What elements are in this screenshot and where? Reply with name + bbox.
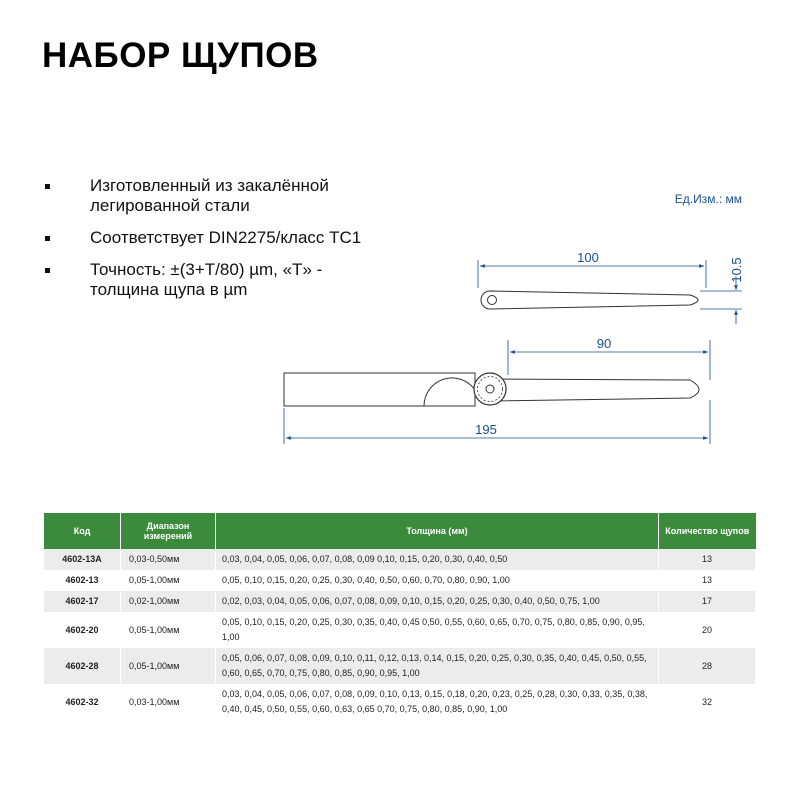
feature-text: Соответствует DIN2275/класс ТС1 [90,228,362,247]
bullet-square-icon [45,268,50,273]
cell-range: 0,03-0,50мм [121,549,216,570]
cell-count: 20 [659,612,756,648]
cell-range: 0,05-1,00мм [121,612,216,648]
cell-code: 4602-13 [44,570,121,591]
header-range: Диапазон измерений [121,513,216,549]
cell-count: 17 [659,591,756,612]
header-thickness: Толщина (мм) [216,513,659,549]
cell-thickness: 0,03, 0,04, 0,05, 0,06, 0,07, 0,08, 0,09 0,10, 0,15, 0,20, 0,30, 0,40, 0,50 [216,549,659,570]
cell-range: 0,03-1,00мм [121,684,216,720]
table-row [44,648,756,684]
units-label: Ед.Изм.: мм [674,192,742,206]
bullet-square-icon [45,184,50,189]
cell-code: 4602-17 [44,591,121,612]
dim-total: 195 [475,422,497,437]
cell-code: 4602-13A [44,549,121,570]
table-header-row [44,513,756,549]
cell-thickness: 0,05, 0,06, 0,07, 0,08, 0,09, 0,10, 0,11, 0,12, 0,13, 0,14, 0,15, 0,20, 0,25, 0,30, 0,35, 0,40, 0,45, 0,50, 0,55, 0,60, 0,65, 0,70, 0,75, 0,80, 0,85, 0,90, 0,95, 1,00 [216,648,659,684]
feature-text: Точность: ±(3+T/80) µm, «T» - толщина щупа в µm [90,260,323,299]
cell-count: 32 [659,684,756,720]
bullet-square-icon [45,236,50,241]
cell-range: 0,05-1,00мм [121,648,216,684]
cell-code: 4602-28 [44,648,121,684]
dim-top-length: 100 [577,250,599,265]
table-row [44,549,756,570]
feeler-gauge-drawing [270,240,760,450]
header-count: Количество щупов [659,513,756,549]
header-code: Код [44,513,121,549]
blade-hole-icon [488,296,497,305]
dim-bottom-blade: 90 [596,336,612,351]
table-row [44,684,756,720]
dim-top-height: 10.5 [729,257,744,283]
table-row [44,612,756,648]
cell-thickness: 0,03, 0,04, 0,05, 0,06, 0,07, 0,08, 0,09, 0,10, 0,13, 0,15, 0,18, 0,20, 0,23, 0,25, 0,28, 0,30, 0,33, 0,35, 0,38, 0,40, 0,45, 0,50, 0,55, 0,60, 0,63, 0,65 0,70, 0,75, 0,80, 0,85, 0,90, 1,00 [216,684,659,720]
gauge-set [284,373,699,406]
table-row [44,570,756,591]
feature-text: Изготовленный из закалённой легированной стали [90,176,329,215]
spec-table [44,513,756,720]
cell-code: 4602-32 [44,684,121,720]
cell-thickness: 0,05, 0,10, 0,15, 0,20, 0,25, 0,30, 0,35, 0,40, 0,45 0,50, 0,55, 0,60, 0,65, 0,70, 0,75, 0,80, 0,85, 0,90, 0,95, 1,00 [216,612,659,648]
page-title: НАБОР ЩУПОВ [42,36,319,75]
cell-range: 0,02-1,00мм [121,591,216,612]
cell-thickness: 0,05, 0,10, 0,15, 0,20, 0,25, 0,30, 0,40, 0,50, 0,60, 0,70, 0,80, 0,90, 1,00 [216,570,659,591]
cell-count: 13 [659,549,756,570]
cell-range: 0,05-1,00мм [121,570,216,591]
cell-code: 4602-20 [44,612,121,648]
table-row [44,591,756,612]
single-blade [481,291,698,309]
cell-count: 13 [659,570,756,591]
cell-count: 28 [659,648,756,684]
feature-item [42,176,382,216]
cell-thickness: 0,02, 0,03, 0,04, 0,05, 0,06, 0,07, 0,08, 0,09, 0,10, 0,15, 0,20, 0,25, 0,30, 0,40, 0,50, 0,75, 1,00 [216,591,659,612]
